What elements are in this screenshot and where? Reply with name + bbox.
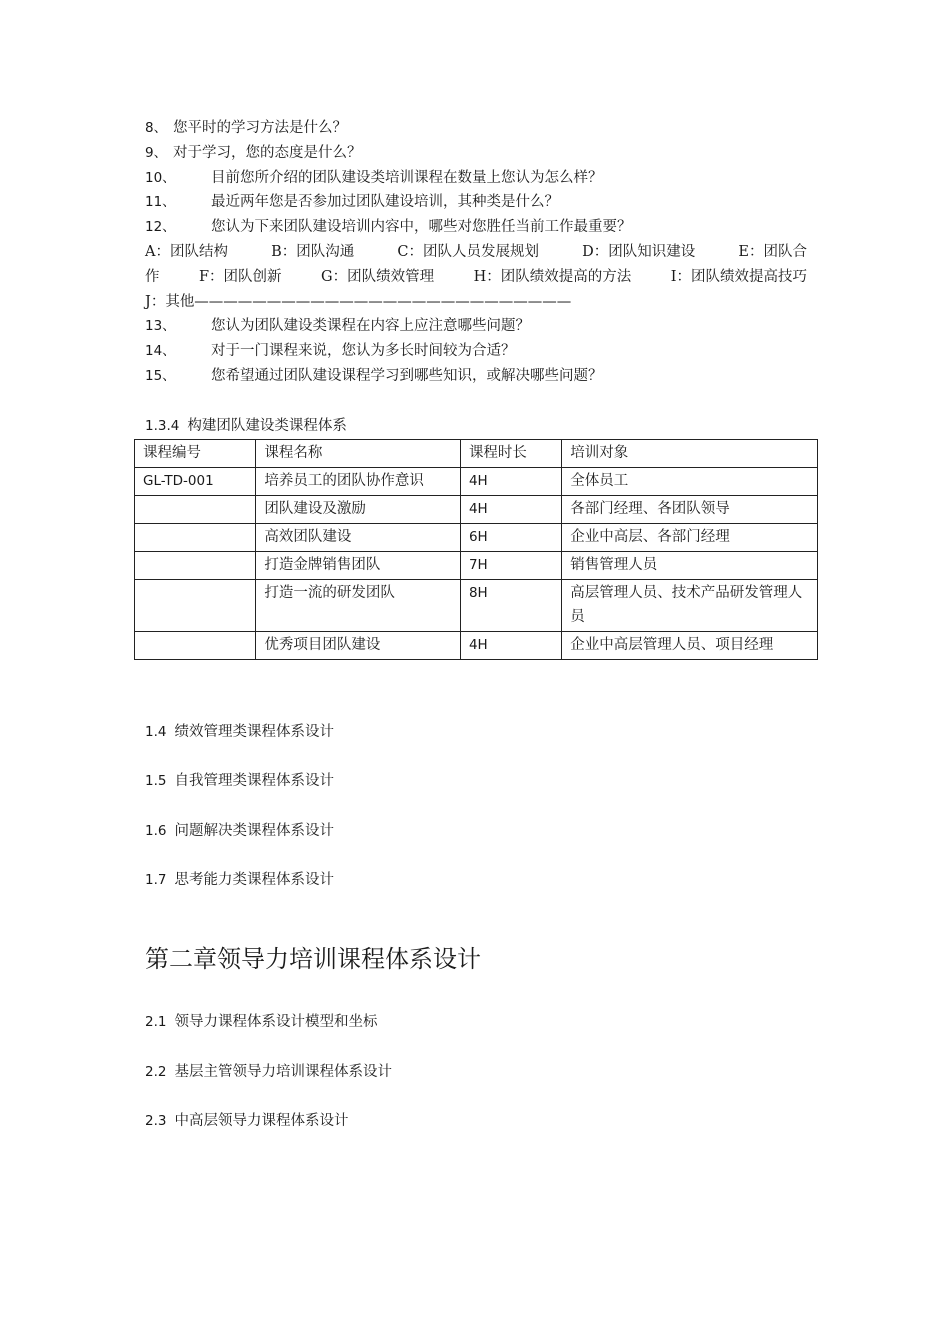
question-text: 您平时的学习方法是什么？ xyxy=(173,120,347,136)
section-heading-2-3 xyxy=(145,1111,348,1131)
section-title: 绩效管理类课程体系设计 xyxy=(174,724,334,740)
cell-course-id xyxy=(135,496,256,524)
question-text: 您认为下来团队建设培训内容中，哪些对您胜任当前工作最重要？ xyxy=(211,219,632,235)
cell-course-name: 团队建设及激励 xyxy=(256,496,461,524)
section-title: 自我管理类课程体系设计 xyxy=(174,773,334,789)
section-heading-1-7 xyxy=(145,870,334,890)
table-row xyxy=(135,496,818,524)
question-12 xyxy=(145,217,632,237)
cell-course-id: GL-TD-001 xyxy=(135,468,256,496)
section-title: 基层主管领导力培训课程体系设计 xyxy=(174,1064,392,1080)
cell-duration: 8H xyxy=(460,580,561,632)
table-section-heading xyxy=(145,416,347,436)
section-title: 构建团队建设类课程体系 xyxy=(187,418,347,434)
cell-duration: 4H xyxy=(460,632,561,660)
question-number: 14、 xyxy=(145,343,176,359)
section-number: 2.2 xyxy=(145,1064,167,1080)
cell-course-id xyxy=(135,552,256,580)
section-number: 1.4 xyxy=(145,724,167,740)
section-heading-2-2 xyxy=(145,1062,392,1082)
question-number: 10、 xyxy=(145,170,176,186)
cell-duration: 7H xyxy=(460,552,561,580)
question-8 xyxy=(145,118,347,138)
table-row xyxy=(135,524,818,552)
section-number: 1.3.4 xyxy=(145,418,180,434)
header-course-name: 课程名称 xyxy=(256,440,461,468)
cell-duration: 4H xyxy=(460,496,561,524)
header-duration: 课程时长 xyxy=(460,440,561,468)
question-text: 目前您所介绍的团队建设类培训课程在数量上您认为怎么样？ xyxy=(211,170,603,186)
cell-course-name: 优秀项目团队建设 xyxy=(256,632,461,660)
section-number: 1.6 xyxy=(145,823,167,839)
cell-duration: 6H xyxy=(460,524,561,552)
question-number: 8、 xyxy=(145,120,168,136)
question-text: 最近两年您是否参加过团队建设培训，其种类是什么？ xyxy=(211,194,559,210)
option-f: F：团队创新 xyxy=(198,269,282,285)
cell-duration: 4H xyxy=(460,468,561,496)
option-e: E：团队合 xyxy=(738,244,807,260)
header-course-id: 课程编号 xyxy=(135,440,256,468)
section-heading-1-4 xyxy=(145,722,334,742)
table-row xyxy=(135,632,818,660)
option-c: C：团队人员发展规划 xyxy=(397,244,539,260)
table-row xyxy=(135,580,818,632)
cell-audience: 企业中高层、各部门经理 xyxy=(562,524,818,552)
chapter-heading: 第二章领导力培训课程体系设计 xyxy=(145,945,481,973)
option-i: I：团队绩效提高技巧 xyxy=(670,269,807,285)
cell-course-id xyxy=(135,632,256,660)
course-table xyxy=(134,439,818,660)
question-text: 对于一门课程来说，您认为多长时间较为合适？ xyxy=(211,343,516,359)
question-text: 对于学习，您的态度是什么？ xyxy=(173,145,362,161)
section-title: 中高层领导力课程体系设计 xyxy=(174,1113,349,1129)
option-e-cont: 作 xyxy=(145,269,160,285)
cell-audience: 销售管理人员 xyxy=(562,552,818,580)
table-header-row xyxy=(135,440,818,468)
option-j: J：其他—————————————————————————— xyxy=(145,294,572,310)
section-number: 1.5 xyxy=(145,773,167,789)
question-number: 11、 xyxy=(145,194,176,210)
section-heading-1-5 xyxy=(145,771,334,791)
question-text: 您希望通过团队建设课程学习到哪些知识，或解决哪些问题？ xyxy=(211,368,603,384)
cell-course-name: 高效团队建设 xyxy=(256,524,461,552)
section-heading-2-1 xyxy=(145,1012,377,1032)
cell-course-name: 打造金牌销售团队 xyxy=(256,552,461,580)
question-number: 13、 xyxy=(145,318,176,334)
question-number: 12、 xyxy=(145,219,176,235)
option-a: A：团队结构 xyxy=(145,244,228,260)
section-title: 思考能力类课程体系设计 xyxy=(174,872,334,888)
option-d: D：团队知识建设 xyxy=(582,244,696,260)
question-number: 9、 xyxy=(145,145,168,161)
cell-audience: 高层管理人员、技术产品研发管理人员 xyxy=(562,580,818,632)
cell-course-id xyxy=(135,580,256,632)
section-title: 领导力课程体系设计模型和坐标 xyxy=(174,1014,378,1030)
table-row xyxy=(135,468,818,496)
cell-audience: 全体员工 xyxy=(562,468,818,496)
option-g: G：团队绩效管理 xyxy=(321,269,435,285)
question-11 xyxy=(145,192,559,212)
question-14 xyxy=(145,341,516,361)
cell-audience: 企业中高层管理人员、项目经理 xyxy=(562,632,818,660)
options-line-2 xyxy=(145,267,807,287)
cell-course-id xyxy=(135,524,256,552)
cell-course-name: 培养员工的团队协作意识 xyxy=(256,468,461,496)
options-line-1 xyxy=(145,242,807,262)
section-title: 问题解决类课程体系设计 xyxy=(174,823,334,839)
cell-audience: 各部门经理、各团队领导 xyxy=(562,496,818,524)
section-number: 2.3 xyxy=(145,1113,167,1129)
question-13 xyxy=(145,316,530,336)
question-number: 15、 xyxy=(145,368,176,384)
question-10 xyxy=(145,168,603,188)
section-number: 1.7 xyxy=(145,872,167,888)
option-b: B：团队沟通 xyxy=(271,244,355,260)
header-audience: 培训对象 xyxy=(562,440,818,468)
table-row xyxy=(135,552,818,580)
option-h: H：团队绩效提高的方法 xyxy=(473,269,632,285)
question-15 xyxy=(145,366,603,386)
section-number: 2.1 xyxy=(145,1014,167,1030)
cell-course-name: 打造一流的研发团队 xyxy=(256,580,461,632)
section-heading-1-6 xyxy=(145,821,334,841)
question-text: 您认为团队建设类课程在内容上应注意哪些问题？ xyxy=(211,318,530,334)
question-9 xyxy=(145,143,362,163)
